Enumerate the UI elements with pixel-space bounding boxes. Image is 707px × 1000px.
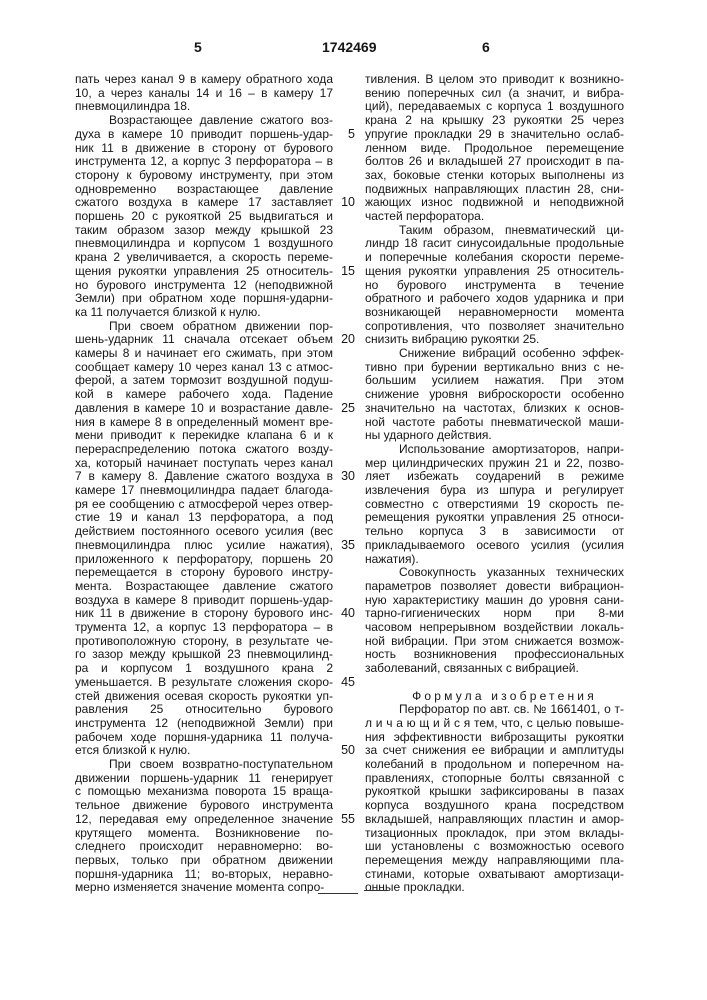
text-line: воздуха в камере 8 приводит поршень-удар- <box>75 593 333 607</box>
text-line: ленном виде. Продольное перемещение <box>365 141 624 155</box>
text-line: и поперечные колебания скорости переме- <box>365 250 624 264</box>
text-line: го зазор между крышкой 23 пневмоцилинд- <box>75 647 333 661</box>
text-line: перемещается в сторону бурового инстру- <box>75 565 333 579</box>
text-line: Использование амортизаторов, напри- <box>399 442 624 456</box>
text-line: возникающей неравномерности момента <box>365 305 624 319</box>
line-number: 20 <box>331 332 355 346</box>
text-line: При своем возвратно-поступательном <box>109 757 333 771</box>
patent-number: 1742469 <box>322 39 377 55</box>
text-line: заболеваний, связанных с вибрацией. <box>365 661 624 675</box>
text-line: вкладышей, направляющих пластин и амор- <box>365 812 624 826</box>
text-line: кой в камере рабочего хода. Падение <box>75 387 333 401</box>
text-line: щения рукоятки управления 25 относитель- <box>75 264 333 278</box>
text-line: онные прокладки. <box>365 880 624 894</box>
text-line: таким образом зазор между крышкой 23 <box>75 223 333 237</box>
text-line: духа в камере 10 приводит поршень-удар- <box>75 127 333 141</box>
text-line: упругие прокладки 29 в значительно ослаб- <box>365 127 624 141</box>
text-line: ляет избежать соударений в режиме <box>365 469 624 483</box>
text-line: Снижение вибраций особенно эффек- <box>399 346 624 360</box>
text-line: сторону к буровому инструменту, при этом <box>75 168 333 182</box>
text-line: Таким образом, пневматический ци- <box>399 223 624 237</box>
text-line: крана 2 увеличивается, а скорость переме- <box>75 250 333 264</box>
text-line: камере 17 пневмоцилиндра падает благода- <box>75 483 333 497</box>
text-line: зах, боковые стенки которых выполнены из <box>365 168 624 182</box>
text-line: ной частоте работы пневматической маши- <box>365 415 624 429</box>
text-line: тивления. В целом это приводит к возникно- <box>365 72 624 86</box>
text-line: ций), передаваемых с корпуса 1 воздушного <box>365 99 624 113</box>
text-line: 10, а через каналы 14 и 16 – в камеру 17 <box>75 86 333 100</box>
text-line: снижение уровня виброскорости особенно <box>365 387 624 401</box>
text-line: поршня-ударника 11; во-вторых, неравно- <box>75 867 333 881</box>
text-line: крутящего момента. Возникновение по- <box>75 826 333 840</box>
text-line: тельное движение бурового инструмента <box>75 798 333 812</box>
text-line: ка 11 получается близкой к нулю. <box>75 305 333 319</box>
text-line: ной вибрации. При этом снижается возмож- <box>365 634 624 648</box>
text-line: 12, передавая ему определенное значение <box>75 812 333 826</box>
text-line: Перфоратор по авт. св. № 1661401, о т- <box>399 702 624 716</box>
text-line: стие 19 и канал 13 перфоратора, а под <box>75 510 333 524</box>
text-line: часовом непрерывном воздействии локаль- <box>365 620 624 634</box>
text-line: с помощью механизма поворота 15 враща- <box>75 784 333 798</box>
text-line: ха, который начинает поступать через канал <box>75 456 333 470</box>
text-line: правлениях, стопорные болты связанной с <box>365 771 624 785</box>
page-number-left: 5 <box>194 39 202 55</box>
text-line: болтов 26 и вкладышей 27 происходит в па- <box>365 154 624 168</box>
text-line: пневмоцилиндра плюс усилие нажатия), <box>75 538 333 552</box>
text-line: движении поршень-ударник 11 генерирует <box>75 771 333 785</box>
text-line: вению поперечных сил (а значит, и вибра- <box>365 86 624 100</box>
text-line: жающих износ подвижной и неподвижной <box>365 195 624 209</box>
text-line: рукояткой крышки зафиксированы в пазах <box>365 784 624 798</box>
text-line: стей движения осевая скорость рукоятки уп- <box>75 689 333 703</box>
page-number-right: 6 <box>482 39 490 55</box>
line-number: 40 <box>331 606 355 620</box>
text-line: сообщает камеру 10 через канал 13 с атмос- <box>75 360 333 374</box>
text-line: тельно корпуса 3 в зависимости от <box>365 524 624 538</box>
text-line: рабочем ходе поршня-ударника 11 получа- <box>75 730 333 744</box>
text-line: перераспределению потока сжатого возду- <box>75 442 333 456</box>
text-line: пневмоцилиндра и корпусом 1 воздушного <box>75 236 333 250</box>
text-line: корпуса воздушного крана посредством <box>365 798 624 812</box>
text-line: трумента 12, а корпус 13 перфоратора – в <box>75 620 333 634</box>
text-line: нажатия). <box>365 552 624 566</box>
line-number: 55 <box>331 812 355 826</box>
text-line: мени приводит к перекидке клапана 6 и к <box>75 428 333 442</box>
text-line: ность возникновения профессиональных <box>365 647 624 661</box>
text-line: тивно при бурении вертикально вниз с не- <box>365 360 624 374</box>
text-line: Возрастающее давление сжатого воз- <box>109 113 333 127</box>
text-line: ник 11 в движение в сторону от бурового <box>75 141 333 155</box>
text-line: линдр 18 гасит синусоидальные продольные <box>365 236 624 250</box>
text-line: ется близкой к нулю. <box>75 743 333 757</box>
text-line: давления в камере 10 и возрастание давле- <box>75 401 333 415</box>
text-line: инструмента 12 (неподвижной Земли) при <box>75 716 333 730</box>
end-rule-left <box>318 893 358 894</box>
text-line: колебаний в продольном и поперечном на- <box>365 757 624 771</box>
text-line: извлечения бура из шпура и регулирует <box>365 483 624 497</box>
text-line: одновременно возрастающее давление <box>75 182 333 196</box>
line-number: 30 <box>331 469 355 483</box>
text-line: Земли) при обратном ходе поршня-ударни- <box>75 291 333 305</box>
text-line: поршень 20 с рукояткой 25 выдвигаться и <box>75 209 333 223</box>
line-number: 10 <box>331 195 355 209</box>
text-line: следнего происходит неравномерно: во- <box>75 839 333 853</box>
text-line: мента. Возрастающее давление сжатого <box>75 579 333 593</box>
text-line: но бурового инструмента 12 (неподвижной <box>75 278 333 292</box>
text-line: ферой, а затем тормозит воздушной подуш- <box>75 373 333 387</box>
text-line: ра и корпусом 1 воздушного крана 2 <box>75 661 333 675</box>
line-number: 25 <box>331 401 355 415</box>
text-line: пневмоцилиндра 18. <box>75 99 333 113</box>
text-line: сжатого воздуха в камере 17 заставляет <box>75 195 333 209</box>
text-line: обратного и рабочего ходов ударника и при <box>365 291 624 305</box>
text-line: ник 11 в движение в сторону бурового инс- <box>75 606 333 620</box>
text-line: щения рукоятки управления 25 относитель- <box>365 264 624 278</box>
text-line: противоположную сторону, в результате че- <box>75 634 333 648</box>
text-line: ния в камере 8 в определенный момент вре- <box>75 415 333 429</box>
text-line: ремещения рукоятки управления 25 относи- <box>365 510 624 524</box>
text-line: совместно с отверстиями 19 скорость пе- <box>365 497 624 511</box>
line-number: 15 <box>331 264 355 278</box>
text-line: большим усилием нажатия. При этом <box>365 373 624 387</box>
text-line: тарно-гигиенических норм при 8-ми <box>365 606 624 620</box>
line-number: 5 <box>331 127 355 141</box>
text-line: ны ударного действия. <box>365 428 624 442</box>
text-line: камеры 8 и начинает его сжимать, при этом <box>75 346 333 360</box>
text-line: ря ее сообщению с атмосферой через отвер- <box>75 497 333 511</box>
text-line: равления 25 относительно бурового <box>75 702 333 716</box>
text-line: ши установлены с возможностью осевого <box>365 839 624 853</box>
text-line: мер цилиндрических пружин 21 и 22, позво- <box>365 456 624 470</box>
text-line: л и ч а ю щ и й с я тем, что, с целью повыше- <box>365 716 624 730</box>
text-line: уменьшается. В результате сложения скоро- <box>75 675 333 689</box>
text-line: параметров позволяет довести вибрацион- <box>365 579 624 593</box>
text-line: действием постоянного осевого усилия (вес <box>75 524 333 538</box>
text-line: за счет снижения ее вибрации и амплитуды <box>365 743 624 757</box>
text-line: перемещения между направляющими пла- <box>365 853 624 867</box>
text-line: 7 в камеру 8. Давление сжатого воздуха в <box>75 469 333 483</box>
text-line: приложенного к перфоратору, поршень 20 <box>75 552 333 566</box>
text-line: крана 2 на крышку 23 рукоятки 25 через <box>365 113 624 127</box>
section-heading: Формула изобретения <box>385 689 624 703</box>
text-line: сопротивления, что позволяет значительно <box>365 319 624 333</box>
text-line: мерно изменяется значение момента сопро- <box>75 880 333 894</box>
line-number: 50 <box>331 743 355 757</box>
text-line: частей перфоратора. <box>365 209 624 223</box>
text-line: инструмента 12, а корпус 3 перфоратора – в <box>75 154 333 168</box>
text-line: пать через канал 9 в камеру обратного хода <box>75 72 333 86</box>
text-line: прикладываемого осевого усилия (усилия <box>365 538 624 552</box>
text-line: значительно на частотах, близких к основ- <box>365 401 624 415</box>
text-line: снизить вибрацию рукоятки 25. <box>365 332 624 346</box>
text-line: шень-ударник 11 сначала отсекает объем <box>75 332 333 346</box>
text-line: Совокупность указанных технических <box>399 565 624 579</box>
text-line: но бурового инструмента в течение <box>365 278 624 292</box>
text-line: тизационных прокладок, при этом вклады- <box>365 826 624 840</box>
text-line: При своем обратном движении пор- <box>109 319 333 333</box>
text-line: стинами, которые охватывают амортизаци- <box>365 867 624 881</box>
text-line: ния эффективности виброзащиты рукоятки <box>365 730 624 744</box>
text-line: первых, только при обратном движении <box>75 853 333 867</box>
text-line: подвижных направляющих пластин 28, сни- <box>365 182 624 196</box>
end-rule-right <box>364 890 388 891</box>
line-number: 35 <box>331 538 355 552</box>
line-number: 45 <box>331 675 355 689</box>
text-line: ную характеристику машин до уровня сани- <box>365 593 624 607</box>
